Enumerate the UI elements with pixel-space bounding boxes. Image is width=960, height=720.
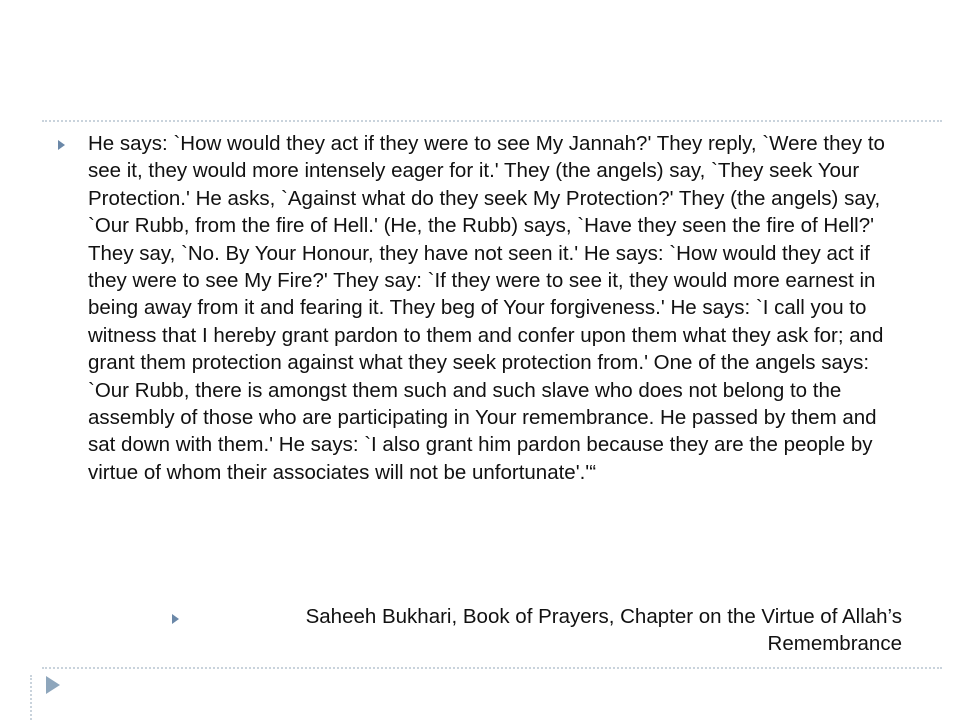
top-dotted-divider xyxy=(42,120,942,122)
triangle-bullet-icon xyxy=(172,614,179,624)
bottom-dotted-divider xyxy=(42,667,942,669)
citation-sub-bullet: Saheeh Bukhari, Book of Prayers, Chapter on the Virtue of Allah’s Remembrance xyxy=(305,605,902,656)
triangle-bullet-icon xyxy=(58,140,65,150)
slide-nav-arrow-icon[interactable] xyxy=(46,676,60,694)
left-dotted-divider xyxy=(30,675,32,720)
hadith-main-bullet: He says: `How would they act if they were to see My Jannah?' They reply, `Were they to see it, they would more intensely eager for it.' They (the angels) say, `They seek Your Protection.' He asks, `Against what do they seek My Protection?' They (the angels) say, `Our Rubb, from the fire of Hell.' (He, the Rubb) says, `Have they seen the fire of Hell?' They say, `No. By Your Honour, they have not seen it.' He says: `How would they act if they were to see My Fire?' They say: `If they were to see it, they would more earnest in being away from it and fearing it. They beg of Your forgiveness.' He says: `I call you to witness that I hereby grant pardon to them and confer upon them what they ask for; and grant them protection against what they seek protection from.' One of the angels says: `Our Rubb, there is amongst them such and such slave who does not belong to the assembly of those who are participating in Your remembrance. He passed by them and sat down with them.' He says: `I also grant him pardon because they are the people by virtue of whom their associates will not be unfortunate'.'“ xyxy=(88,132,885,484)
